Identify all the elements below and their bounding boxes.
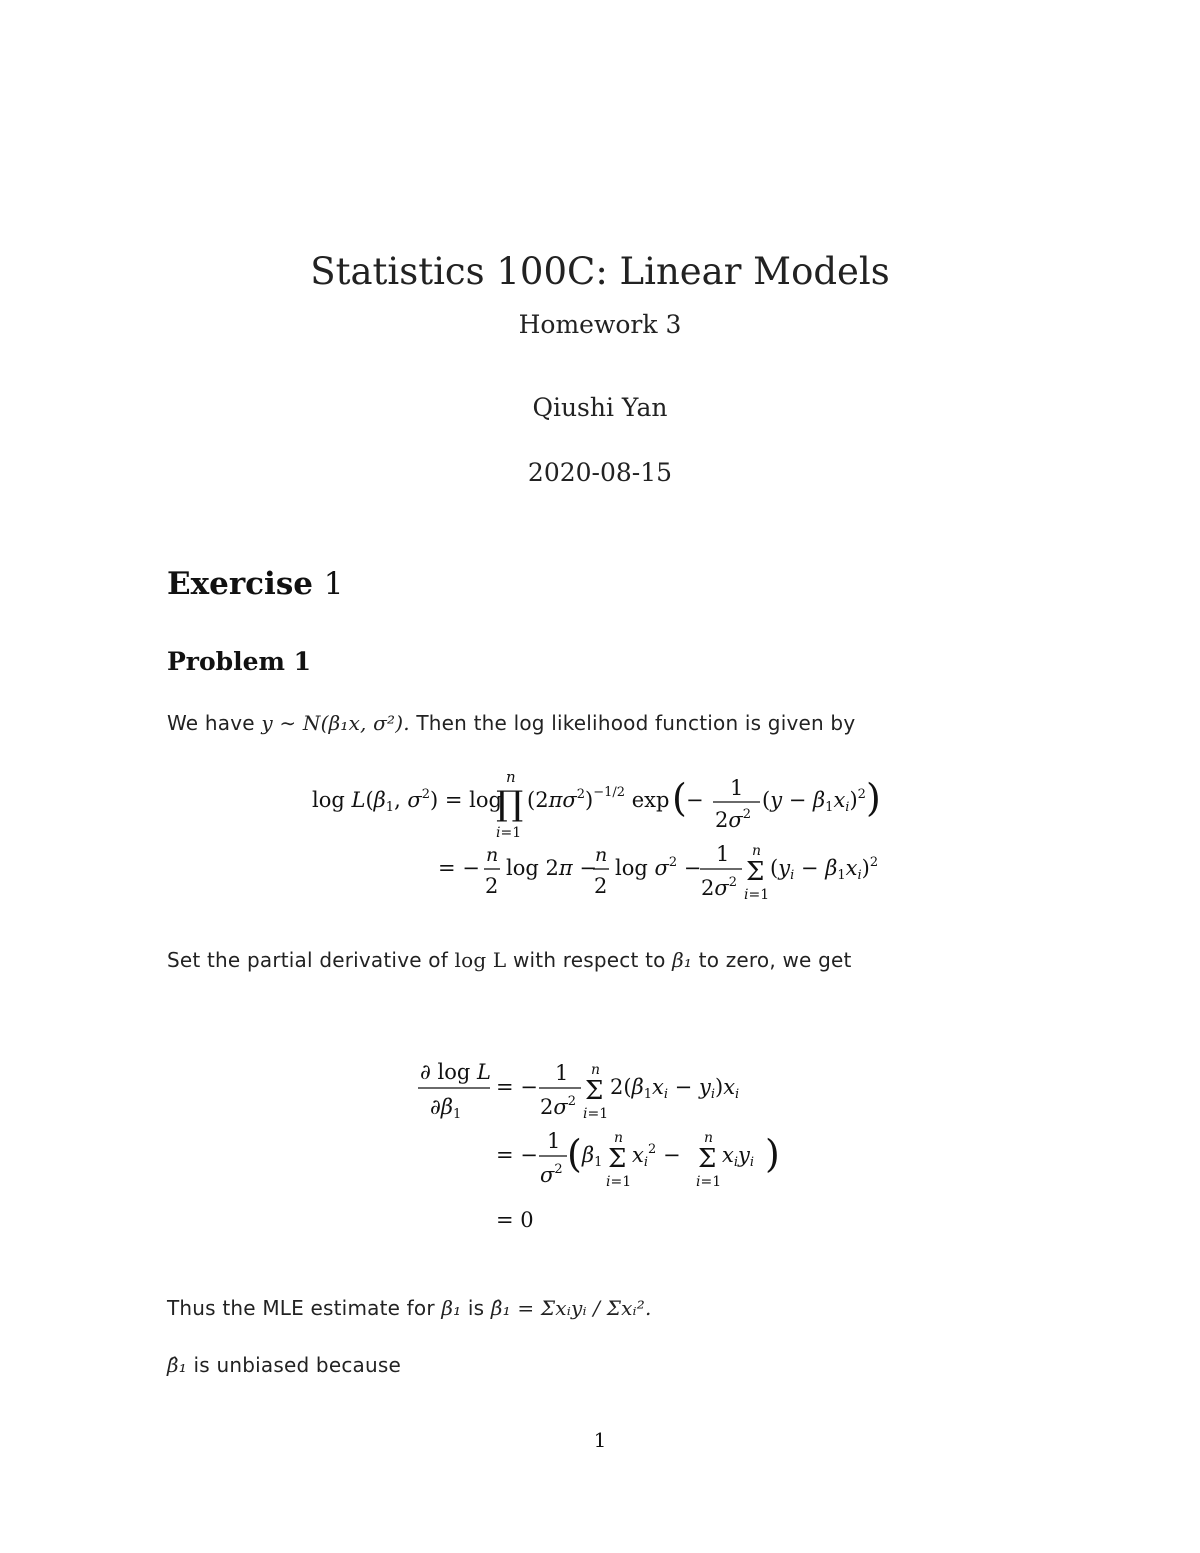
svg-text:∏: ∏ <box>496 784 524 824</box>
svg-text:n: n <box>595 844 608 866</box>
svg-text:n: n <box>486 844 499 866</box>
paragraph-unbiased <box>167 1353 401 1377</box>
p2-prefix: Set the partial derivative of <box>167 948 448 972</box>
paragraph-mle <box>167 1296 652 1320</box>
page-number: 1 <box>593 1428 607 1452</box>
document-subtitle: Homework 3 <box>518 310 682 339</box>
p2-suffix: to zero, we get <box>698 948 852 972</box>
subsection-heading: Problem 1 <box>167 647 312 676</box>
svg-text:Σ: Σ <box>746 857 765 887</box>
equation-score <box>410 1052 810 1242</box>
svg-text:n: n <box>506 768 516 786</box>
svg-text:Σ: Σ <box>608 1144 627 1174</box>
svg-text:1: 1 <box>555 1061 569 1085</box>
eq1-line1 <box>312 768 881 841</box>
svg-text:= −: = − <box>438 856 480 880</box>
svg-text:1: 1 <box>547 1129 561 1153</box>
svg-text:n: n <box>591 1062 601 1078</box>
p4-suffix: is unbiased because <box>193 1353 401 1377</box>
svg-text:n: n <box>752 843 762 859</box>
svg-text:i=1: i=1 <box>696 1174 722 1190</box>
p3-math2: β̂₁ = Σxᵢyᵢ / Σxᵢ². <box>490 1296 652 1320</box>
p2-mid: with respect to <box>512 948 666 972</box>
svg-text:): ) <box>765 1132 780 1176</box>
svg-text:log σ2 −: $\log \sigma^2$ − <box>615 855 702 880</box>
svg-text:(yi − β1xi)2: (yi − β1xi)$^2$ <box>770 855 879 883</box>
svg-text:= −: = − <box>496 1143 538 1167</box>
p1-prefix: We have <box>167 711 255 735</box>
svg-text:−: − <box>686 788 704 812</box>
eq2-line1 <box>418 1060 739 1122</box>
svg-text:i=1: i=1 <box>606 1174 632 1190</box>
p3-math1: β₁ <box>441 1296 462 1320</box>
svg-text:xiyi: xiyi <box>722 1143 755 1170</box>
section-heading <box>167 566 344 602</box>
svg-text:∂β1: ∂β1 <box>430 1095 462 1122</box>
eq2-line3 <box>496 1208 534 1232</box>
svg-text:log L(β1, σ2) = log: log L(β1, $\sigma^2) = \log$ <box>312 787 502 815</box>
svg-text:2σ2: $2\sigma^2$ <box>715 807 751 832</box>
p2-math2: β₁ <box>672 948 693 972</box>
svg-text:(: ( <box>567 1132 582 1176</box>
paragraph-derivative <box>167 948 852 972</box>
svg-text:n: n <box>614 1130 624 1146</box>
svg-text:σ2: $\sigma^2$ <box>540 1162 563 1187</box>
svg-text:2σ2: $2\sigma^2$ <box>701 875 737 900</box>
svg-text:2(β1xi − yi)xi: 2(β1xi − yi)xi <box>610 1075 740 1102</box>
svg-text:2: 2 <box>594 874 608 898</box>
section-label: Exercise <box>167 566 313 602</box>
svg-text:= −: = − <box>496 1075 538 1099</box>
svg-text:i=1: i=1 <box>744 887 770 903</box>
svg-text:(y − β1xi)2: $(y - \beta 1xi)^2$ <box>762 787 866 815</box>
svg-text:1: 1 <box>730 776 744 800</box>
svg-text:(: ( <box>672 776 687 820</box>
svg-text:): ) <box>866 776 881 820</box>
svg-text:= 0: = 0 <box>496 1208 534 1232</box>
p1-suffix: Then the log likelihood function is given by <box>416 711 856 735</box>
svg-text:(2πσ2)−1/2 exp: $(2\pi\sigma^2)^{-1/2}$ exp <box>527 785 670 812</box>
svg-text:log 2π −: log 2π − <box>506 856 597 880</box>
svg-text:xi2 −: $xi^2$ − <box>632 1142 681 1170</box>
p3-mid: is <box>467 1296 485 1320</box>
document-author: Qiushi Yan <box>532 393 668 422</box>
svg-text:∂ log L: ∂ log L <box>420 1060 491 1084</box>
document-date: 2020-08-15 <box>527 458 673 487</box>
svg-text:2: 2 <box>485 874 499 898</box>
svg-text:i=1: i=1 <box>583 1106 609 1122</box>
section-number: 1 <box>323 566 344 602</box>
svg-text:n: n <box>704 1130 714 1146</box>
equation-log-likelihood <box>300 765 920 910</box>
p2-math1: log L <box>454 948 507 972</box>
p3-prefix: Thus the MLE estimate for <box>167 1296 435 1320</box>
svg-text:i=1: i=1 <box>496 825 522 841</box>
eq1-line2 <box>438 842 878 903</box>
svg-text:2σ2: $2\sigma^2$ <box>540 1094 576 1119</box>
p4-math: β̂₁ <box>167 1353 187 1377</box>
document-title: Statistics 100C: Linear Models <box>310 250 890 293</box>
eq2-line2 <box>496 1129 780 1190</box>
svg-text:Σ: Σ <box>585 1076 604 1106</box>
svg-text:Σ: Σ <box>698 1144 717 1174</box>
svg-text:1: 1 <box>716 842 730 866</box>
paragraph-model <box>167 711 855 735</box>
svg-text:β1: β1 <box>582 1143 603 1170</box>
p1-math: y ∼ N(β₁x, σ²). <box>261 711 410 735</box>
